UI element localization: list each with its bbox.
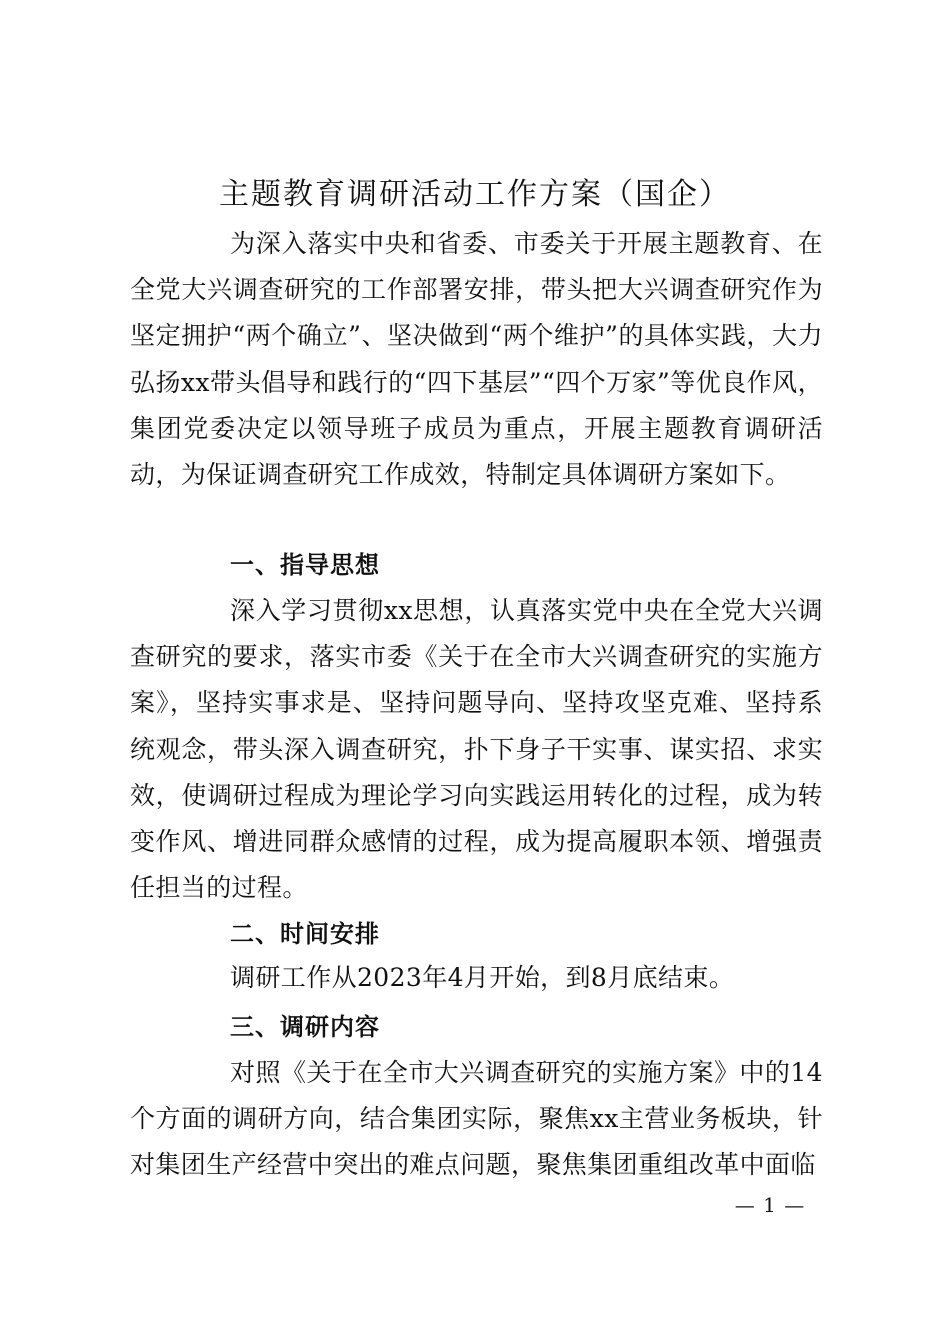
- section-body-schedule: 调研工作从2023年4月开始，到8月底结束。: [230, 963, 735, 992]
- page-number: — 1 —: [734, 1193, 806, 1217]
- section-heading-guiding-thought: 一、指导思想: [230, 551, 380, 579]
- document-title: 主题教育调研活动工作方案（国企）: [219, 177, 731, 212]
- intro-paragraph: 为深入落实中央和省委、市委关于开展主题教育、在全党大兴调查研究的工作部署安排，带头把大兴调查研究作为坚定拥护“两个确立”、坚决做到“两个维护”的具体实践，大力弘扬xx带头倡导和践行的“四下基层”“四个万家”等优良作风，集团党委决定以领导班子成员为重点，开展主题教育调研活动，为保证调查研究工作成效，特制定具体调研方案如下。: [130, 229, 823, 490]
- section-body-guiding-thought: 深入学习贯彻xx思想，认真落实党中央在全党大兴调查研究的要求，落实市委《关于在全市大兴调查研究的实施方案》，坚持实事求是、坚持问题导向、坚持攻坚克难、坚持系统观念，带头深入调查研究，扑下身子干实事、谋实招、求实效，使调研过程成为理论学习向实践运用转化的过程，成为转变作风、增进同群众感情的过程，成为提高履职本领、增强责任担当的过程。: [130, 596, 823, 903]
- section-heading-schedule: 二、时间安排: [230, 920, 380, 948]
- section-heading-research-content: 三、调研内容: [230, 1013, 380, 1041]
- section-body-research-content: 对照《关于在全市大兴调查研究的实施方案》中的14个方面的调研方向，结合集团实际，聚焦xx主营业务板块，针对集团生产经营中突出的难点问题，聚焦集团重组改革中面临: [130, 1058, 823, 1180]
